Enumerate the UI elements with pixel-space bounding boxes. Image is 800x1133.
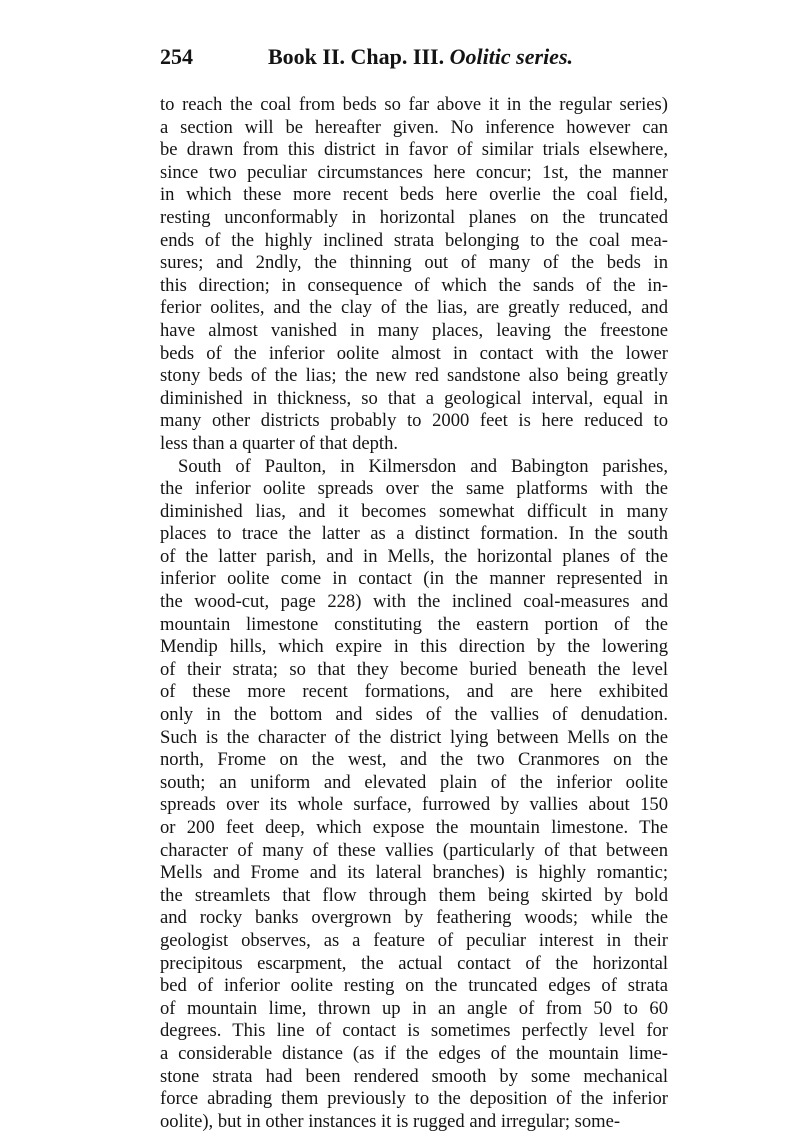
paragraph (160, 456, 668, 1133)
text-line: in which these more recent beds here overlie the coal field, (160, 184, 668, 207)
text-line: and rocky banks overgrown by feathering woods; while the (160, 907, 668, 930)
text-line: precipitous escarpment, the actual contact of the horizontal (160, 953, 668, 976)
text-line: the inferior oolite spreads over the same platforms with the (160, 478, 668, 501)
text-line: degrees. This line of contact is sometimes perfectly level for (160, 1020, 668, 1043)
text-line: since two peculiar circumstances here concur; 1st, the manner (160, 162, 668, 185)
text-line: character of many of these vallies (particularly of that between (160, 840, 668, 863)
section-title: Oolitic series. (450, 44, 573, 69)
text-line: this direction; in consequence of which the sands of the in- (160, 275, 668, 298)
text-line: of mountain lime, thrown up in an angle of from 50 to 60 (160, 998, 668, 1021)
text-line: stony beds of the lias; the new red sandstone also being greatly (160, 365, 668, 388)
text-line: to reach the coal from beds so far above it in the regular series) (160, 94, 668, 117)
text-line: ends of the highly inclined strata belonging to the coal mea- (160, 230, 668, 253)
text-line: the streamlets that flow through them being skirted by bold (160, 885, 668, 908)
text-line: south; an uniform and elevated plain of the inferior oolite (160, 772, 668, 795)
running-head (160, 44, 668, 74)
text-line: Mells and Frome and its lateral branches) is highly romantic; (160, 862, 668, 885)
text-line: Mendip hills, which expire in this direction by the lowering (160, 636, 668, 659)
text-line: ferior oolites, and the clay of the lias, are greatly reduced, and (160, 297, 668, 320)
page-number: 254 (160, 44, 193, 70)
text-line: only in the bottom and sides of the vallies of denudation. (160, 704, 668, 727)
text-line: of their strata; so that they become buried beneath the level (160, 659, 668, 682)
text-line: places to trace the latter as a distinct formation. In the south (160, 523, 668, 546)
text-line: Such is the character of the district lying between Mells on the (160, 727, 668, 750)
text-line: diminished in thickness, so that a geological interval, equal in (160, 388, 668, 411)
paragraph (160, 94, 668, 456)
text-line: be drawn from this district in favor of similar trials elsewhere, (160, 139, 668, 162)
text-line: less than a quarter of that depth. (160, 433, 668, 456)
text-line: South of Paulton, in Kilmersdon and Babington parishes, (160, 456, 668, 479)
text-line: force abrading them previously to the deposition of the inferior (160, 1088, 668, 1111)
text-line: beds of the inferior oolite almost in contact with the lower (160, 343, 668, 366)
running-head-title (268, 44, 573, 70)
text-line: the wood-cut, page 228) with the inclined coal-measures and (160, 591, 668, 614)
text-line: sures; and 2ndly, the thinning out of many of the beds in (160, 252, 668, 275)
text-line: diminished lias, and it becomes somewhat difficult in many (160, 501, 668, 524)
book-chapter: Book II. Chap. III. (268, 44, 444, 69)
text-line: spreads over its whole surface, furrowed by vallies about 150 (160, 794, 668, 817)
text-line: inferior oolite come in contact (in the manner represented in (160, 568, 668, 591)
text-line: of the latter parish, and in Mells, the horizontal planes of the (160, 546, 668, 569)
text-line: bed of inferior oolite resting on the truncated edges of strata (160, 975, 668, 998)
text-line: north, Frome on the west, and the two Cranmores on the (160, 749, 668, 772)
text-line: stone strata had been rendered smooth by some mechanical (160, 1066, 668, 1089)
body-text (160, 94, 668, 1133)
text-line: or 200 feet deep, which expose the mountain limestone. The (160, 817, 668, 840)
text-line: oolite), but in other instances it is rugged and irregular; some- (160, 1111, 668, 1133)
text-line: have almost vanished in many places, leaving the freestone (160, 320, 668, 343)
text-line: many other districts probably to 2000 feet is here reduced to (160, 410, 668, 433)
text-line: geologist observes, as a feature of peculiar interest in their (160, 930, 668, 953)
text-line: mountain limestone constituting the eastern portion of the (160, 614, 668, 637)
text-line: a considerable distance (as if the edges of the mountain lime- (160, 1043, 668, 1066)
text-line: a section will be hereafter given. No inference however can (160, 117, 668, 140)
text-line: of these more recent formations, and are here exhibited (160, 681, 668, 704)
text-line: resting unconformably in horizontal planes on the truncated (160, 207, 668, 230)
